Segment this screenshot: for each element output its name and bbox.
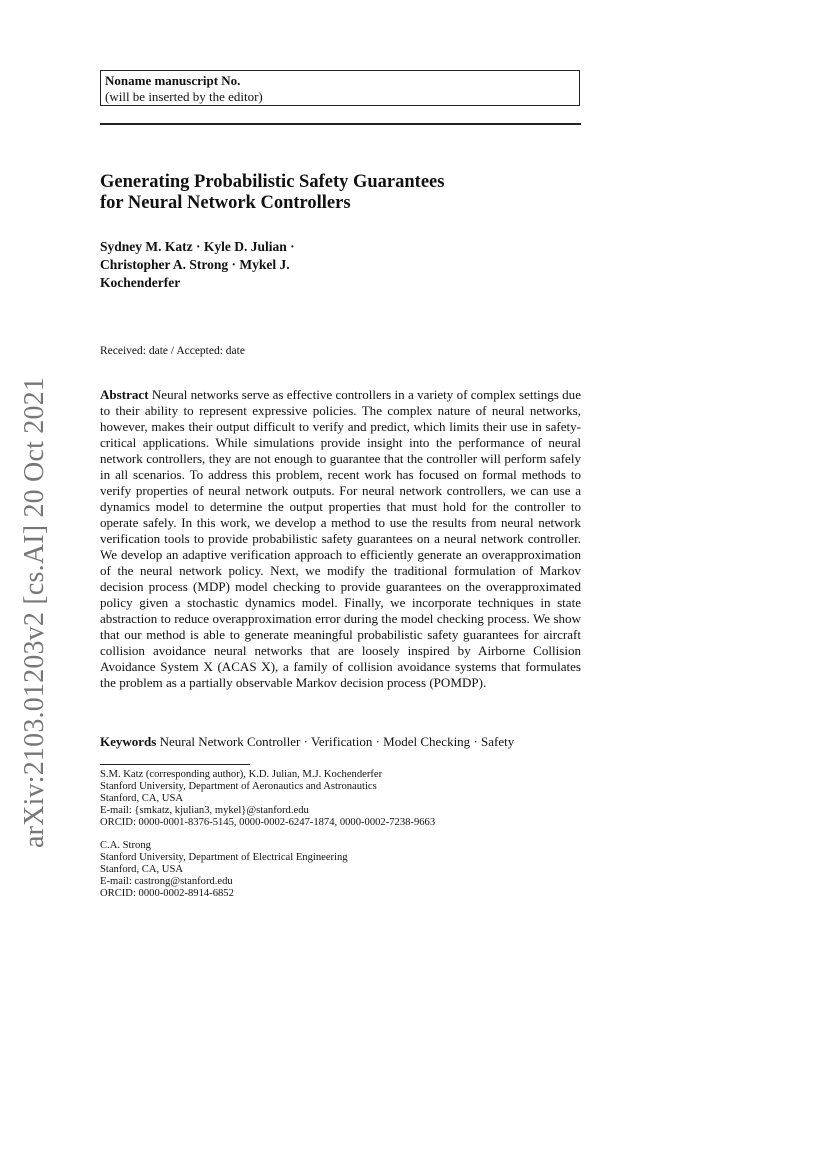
author-line-1: Sydney M. Katz · Kyle D. Julian · <box>100 239 295 254</box>
keywords-section <box>100 734 581 750</box>
affiliation-block <box>100 840 580 900</box>
manuscript-number-label: Noname manuscript No. <box>105 73 241 88</box>
affiliation-line: Stanford University, Department of Electrical Engineering <box>100 852 348 863</box>
author-line-3: Kochenderfer <box>100 275 181 290</box>
affiliation-line: E-mail: castrong@stanford.edu <box>100 876 233 887</box>
affiliation-line: E-mail: {smkatz, kjulian3, mykel}@stanford.edu <box>100 805 309 816</box>
affiliation-line: Stanford, CA, USA <box>100 793 183 804</box>
arxiv-identifier-stamp: arXiv:2103.01203v2 [cs.AI] 20 Oct 2021 <box>19 376 50 848</box>
title-line-1: Generating Probabilistic Safety Guarantees <box>100 172 445 192</box>
affiliation-line: ORCID: 0000-0001-8376-5145, 0000-0002-6247-1874, 0000-0002-7238-9663 <box>100 817 436 828</box>
editor-insert-note: (will be inserted by the editor) <box>105 89 263 104</box>
keywords-heading: Keywords <box>100 734 157 749</box>
author-list <box>100 238 400 292</box>
abstract-body: Neural networks serve as effective controllers in a variety of complex settings due to their ability to represent expressive policies. The complex nature of neural networks, however, makes their output difficult to verify and predict, which limits their use in safety-critical applications. While simulations provide insight into the performance of neural network controllers, they are not enough to guarantee that the controller will perform safely in all scenarios. To address this problem, recent work has focused on formal methods to verify properties of neural network outputs. For neural network controllers, we can use a dynamics model to determine the output properties that must hold for the controller to operate safely. In this work, we develop a method to use the results from neural network verification tools to provide probabilistic safety guarantees on a neural network controller. We develop an adaptive verification approach to efficiently generate an overapproximation of the neural network policy. Next, we modify the traditional formulation of Markov decision process (MDP) model checking to provide guarantees on the overapproximated policy given a stochastic dynamics model. Finally, we incorporate techniques in state abstraction to reduce overapproximation error during the model checking process. We show that our method is able to generate meaningful probabilistic safety guarantees for aircraft collision avoidance neural networks that are loosely inspired by Airborne Collision Avoidance System X (ACAS X), a family of collision avoidance systems that formulates the problem as a partially observable Markov decision process (POMDP). <box>100 387 581 690</box>
affiliation-line: S.M. Katz (corresponding author), K.D. Julian, M.J. Kochenderfer <box>100 769 383 780</box>
paper-title <box>100 172 580 214</box>
abstract-heading: Abstract <box>100 387 149 402</box>
author-line-2: Christopher A. Strong · Mykel J. <box>100 257 290 272</box>
keywords-list: Neural Network Controller · Verification · Model Checking · Safety <box>159 734 515 749</box>
header-rule <box>100 123 581 125</box>
abstract-section <box>100 387 581 691</box>
title-line-2: for Neural Network Controllers <box>100 193 351 213</box>
received-accepted-dates: Received: date / Accepted: date <box>100 345 245 357</box>
affiliation-line: ORCID: 0000-0002-8914-6852 <box>100 888 234 899</box>
affiliation-block <box>100 769 580 829</box>
affiliation-line: C.A. Strong <box>100 840 151 851</box>
affiliation-line: Stanford University, Department of Aeronautics and Astronautics <box>100 781 377 792</box>
editor-note-box <box>100 70 580 106</box>
footnote-rule <box>100 764 250 765</box>
affiliation-line: Stanford, CA, USA <box>100 864 183 875</box>
